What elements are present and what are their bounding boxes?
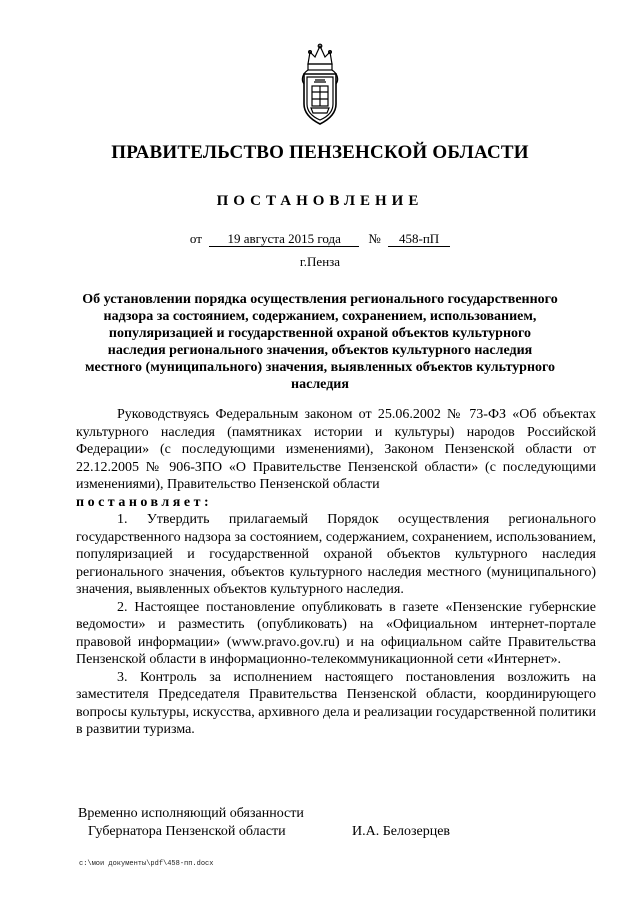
number-prefix: № <box>368 231 381 246</box>
item-paragraph-3: 3. Контроль за исполнением настоящего постановления возложить на заместителя Председателя Правительства Пензенской области, координирующего вопросы культуры, искусства, архивного дела и реализации государственной политики в развитии туризма. <box>76 669 596 737</box>
document-number: 458-пП <box>388 232 450 247</box>
signatory-position-line2: Губернатора Пензенской области <box>88 824 286 839</box>
item-paragraph-1: 1. Утвердить прилагаемый Порядок осуществления регионального государственного надзора за состоянием, содержанием, сохранением, использованием, популяризацией и государственной охраной объектов культурного наследия регионального значения, объектов культурного наследия местного (муниципального) значения, выявленных объектов культурного наследия. <box>76 512 596 597</box>
date-prefix: от <box>189 231 202 246</box>
resolves-paragraph <box>76 494 596 512</box>
city: г.Пенза <box>299 254 341 269</box>
resolves-word: постановляет: <box>76 494 213 510</box>
item-paragraph-2: 2. Настоящее постановление опубликовать в газете «Пензенские губернские ведомости» и разместить (опубликовать) на «Официальном интернет-портале правовой информации» (www.pravo.gov.ru) и на официальном сайте Правительства Пензенской области в информационно-телекоммуникационной сети «Интернет». <box>76 599 596 667</box>
signatory-position-line1: Временно исполняющий обязанности <box>78 806 304 821</box>
document-subject: Об установлении порядка осуществления регионального государственного надзора за состоянием, содержанием, сохранением, использованием, популяризацией и государственной охраной объектов культурного наследия регионального значения, объектов культурного наследия местного (муниципального) значения, выявленных объектов культурного наследия <box>82 292 558 392</box>
file-path-footer: c:\мои документы\pdf\458-пп.docx <box>79 860 214 868</box>
preamble-paragraph: Руководствуясь Федеральным законом от 25.06.2002 № 73-ФЗ «Об объектах культурного наследия (памятниках истории и культуры) народов Российской Федерации» (с последующими изменениями), Законом Пензенской области от 22.12.2005 № 906-ЗПО «О Правительстве Пензенской области» (с последующими изменениями), Правительство Пензенской области <box>76 407 596 492</box>
signatory-name: И.А. Белозерцев <box>352 824 451 839</box>
document-date: 19 августа 2015 года <box>209 232 359 247</box>
date-number-line <box>0 231 640 247</box>
penza-coat-of-arms-icon <box>298 42 342 126</box>
document-type: ПОСТАНОВЛЕНИЕ <box>216 193 424 209</box>
government-title: ПРАВИТЕЛЬСТВО ПЕНЗЕНСКОЙ ОБЛАСТИ <box>111 142 529 163</box>
document-body <box>76 406 596 739</box>
